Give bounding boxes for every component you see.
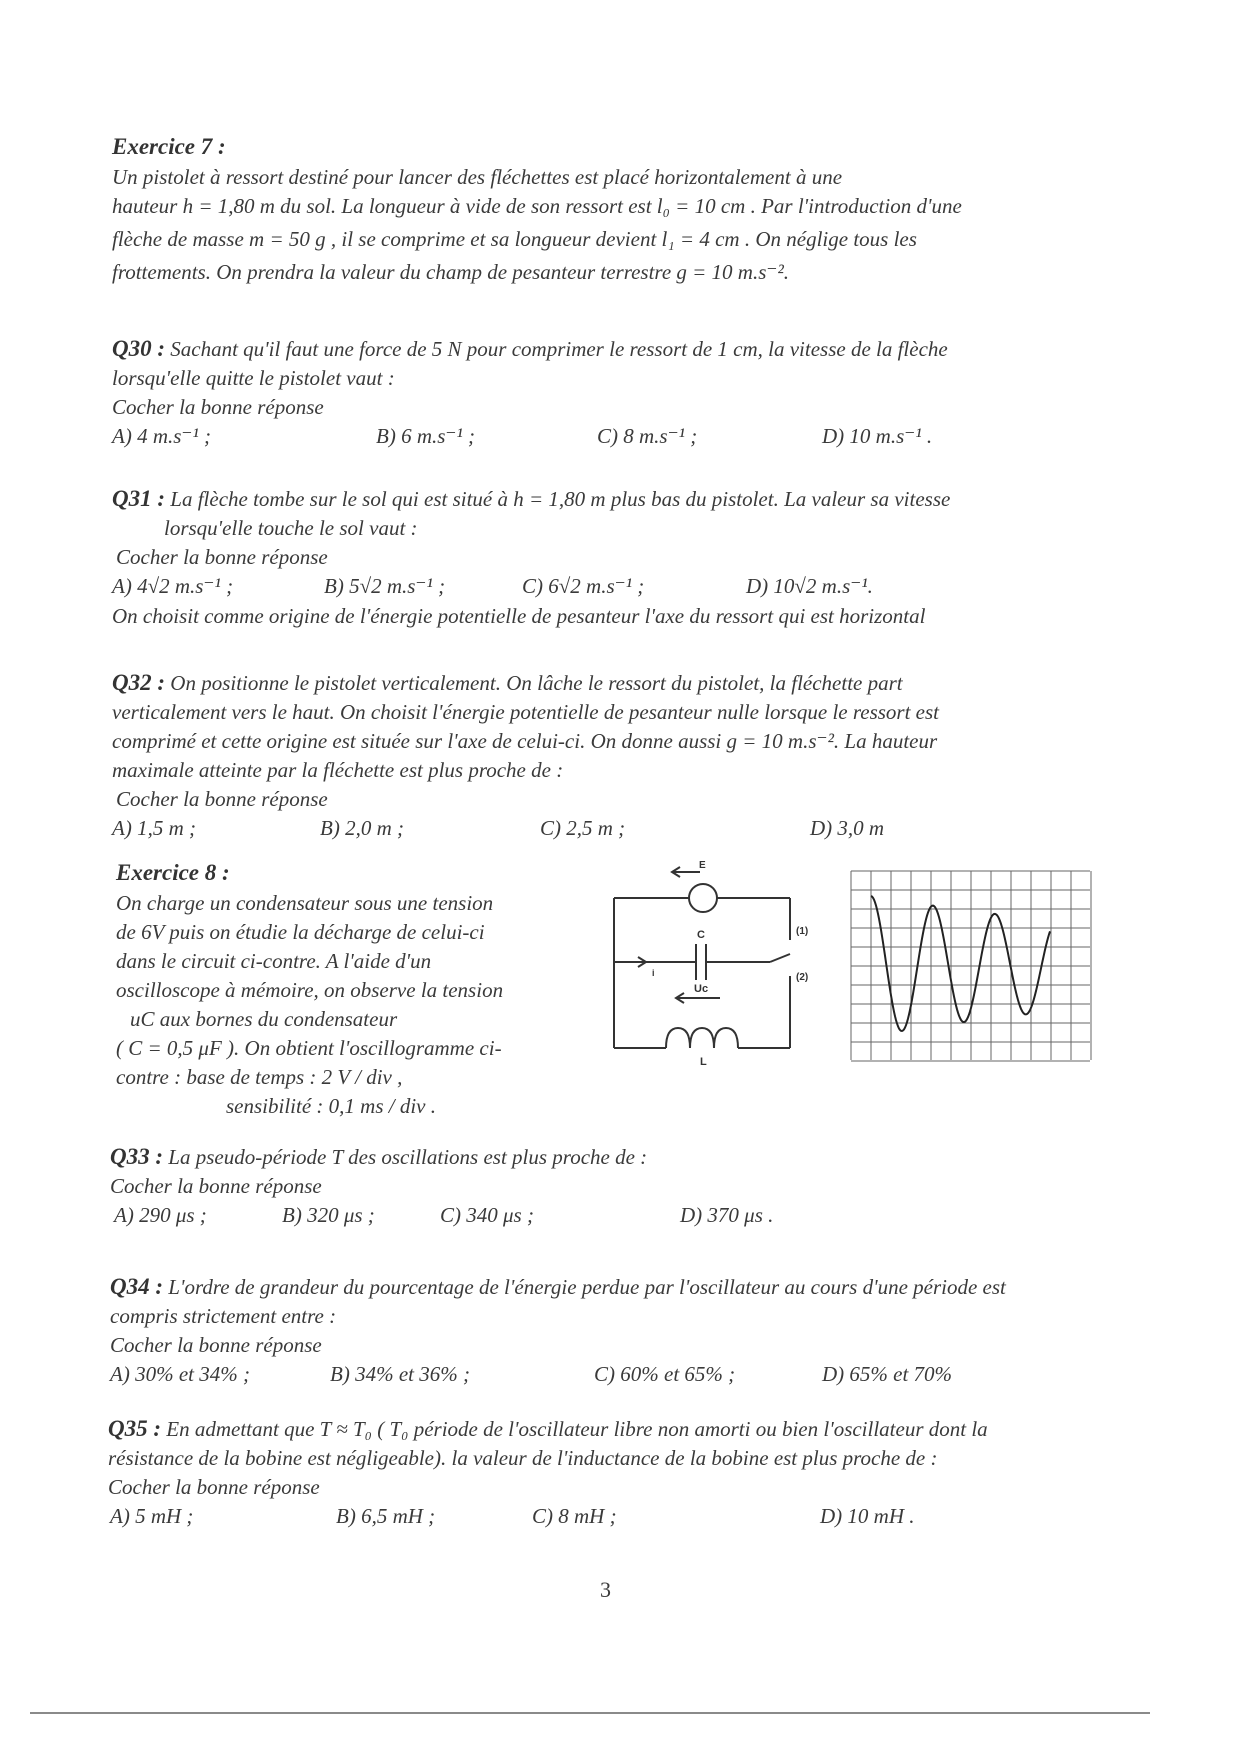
option-b[interactable]: B) 2,0 m ;: [320, 816, 404, 840]
question-35: [108, 1414, 1118, 1532]
question-label: Q31 :: [112, 486, 166, 511]
note: On choisit comme origine de l'énergie potentielle de pesanteur l'axe du ressort qui est horizontal: [112, 604, 926, 628]
exercise-8-title: Exercice 8 :: [116, 860, 230, 885]
instruction: Cocher la bonne réponse: [112, 395, 324, 419]
question-text: Sachant qu'il faut une force de 5 N pour comprimer le ressort de 1 cm, la vitesse de la flèche: [170, 337, 948, 361]
question-text: La flèche tombe sur le sol qui est situé à h = 1,80 m plus bas du pistolet. La valeur sa vitesse: [170, 487, 951, 511]
instruction: Cocher la bonne réponse: [108, 1475, 320, 1499]
circuit-diagram: [600, 858, 830, 1068]
exercise-8-line: uC aux bornes du condensateur: [130, 1007, 398, 1031]
option-d[interactable]: D) 3,0 m: [810, 816, 885, 840]
inductor-label: L: [700, 1056, 707, 1068]
option-b[interactable]: B) 6 m.s⁻¹ ;: [376, 424, 476, 448]
option-a[interactable]: A) 1,5 m ;: [112, 816, 196, 840]
option-d[interactable]: D) 370 μs .: [680, 1203, 774, 1227]
question-31: [112, 484, 1120, 631]
question-text: verticalement vers le haut. On choisit l'énergie potentielle de pesanteur nulle lorsque le ressort est: [112, 700, 939, 724]
question-text: maximale atteinte par la fléchette est plus proche de :: [112, 758, 564, 782]
exercise-8-line: ( C = 0,5 μF ). On obtient l'oscillogramme ci-: [116, 1036, 502, 1060]
question-34: [110, 1272, 1118, 1390]
option-c[interactable]: C) 8 mH ;: [532, 1504, 617, 1528]
option-d[interactable]: D) 10 mH .: [820, 1504, 915, 1528]
current-label: i: [652, 968, 655, 978]
question-33: [110, 1142, 1118, 1231]
exercise-7-line: Un pistolet à ressort destiné pour lancer des fléchettes est placé horizontalement à une: [112, 165, 843, 189]
voltage-label: Uc: [694, 983, 709, 995]
option-a[interactable]: A) 30% et 34% ;: [110, 1362, 250, 1386]
question-text: La pseudo-période T des oscillations est plus proche de :: [168, 1145, 648, 1169]
option-c[interactable]: C) 8 m.s⁻¹ ;: [597, 424, 698, 448]
answer-options: [112, 814, 1120, 844]
exercise-8-line: oscilloscope à mémoire, on observe la tension: [116, 978, 504, 1002]
question-label: Q33 :: [110, 1144, 164, 1169]
exercise-8-line: contre : base de temps : 2 V / div ,: [116, 1065, 403, 1089]
question-text: lorsqu'elle touche le sol vaut :: [164, 516, 418, 540]
question-text: L'ordre de grandeur du pourcentage de l'énergie perdue par l'oscillateur au cours d'une période est: [168, 1275, 1006, 1299]
question-text: lorsqu'elle quitte le pistolet vaut :: [112, 366, 395, 390]
exercise-7: [112, 132, 1120, 287]
position-2-label: (2): [796, 972, 809, 983]
question-label: Q32 :: [112, 670, 166, 695]
option-c[interactable]: C) 6√2 m.s⁻¹ ;: [522, 574, 645, 598]
option-c[interactable]: C) 2,5 m ;: [540, 816, 626, 840]
question-label: Q35 :: [108, 1416, 162, 1441]
exercise-8: [116, 858, 572, 1121]
page-number: 3: [600, 1577, 611, 1602]
question-32: [112, 668, 1120, 844]
option-a[interactable]: A) 290 μs ;: [114, 1203, 207, 1227]
exercise-7-title: Exercice 7 :: [112, 134, 226, 159]
exercise-8-line: sensibilité : 0,1 ms / div .: [226, 1094, 436, 1118]
option-b[interactable]: B) 6,5 mH ;: [336, 1504, 436, 1528]
option-b[interactable]: B) 5√2 m.s⁻¹ ;: [324, 574, 446, 598]
option-b[interactable]: B) 320 μs ;: [282, 1203, 375, 1227]
option-b[interactable]: B) 34% et 36% ;: [330, 1362, 470, 1386]
question-text: On positionne le pistolet verticalement. On lâche le ressort du pistolet, la fléchette part: [170, 671, 903, 695]
question-text: résistance de la bobine est négligeable). la valeur de l'inductance de la bobine est plus proche de :: [108, 1446, 938, 1470]
answer-options: [110, 1360, 1118, 1390]
question-label: Q34 :: [110, 1274, 164, 1299]
instruction: Cocher la bonne réponse: [110, 1174, 322, 1198]
question-30: [112, 334, 1120, 452]
option-c[interactable]: C) 60% et 65% ;: [594, 1362, 736, 1386]
question-text: En admettant que T ≈ T₀ ( T₀ période de l'oscillateur libre non amorti ou bien l'oscillateur dont la: [166, 1417, 988, 1441]
answer-options: [112, 572, 1120, 602]
question-text: comprimé et cette origine est située sur l'axe de celui-ci. On donne aussi g = 10 m.s⁻². La hauteur: [112, 729, 938, 753]
instruction: Cocher la bonne réponse: [116, 545, 328, 569]
option-c[interactable]: C) 340 μs ;: [440, 1203, 534, 1227]
exercise-8-line: On charge un condensateur sous une tension: [116, 891, 494, 915]
option-a[interactable]: A) 4√2 m.s⁻¹ ;: [112, 574, 234, 598]
question-label: Q30 :: [112, 336, 166, 361]
question-text: compris strictement entre :: [110, 1304, 337, 1328]
capacitor-label: C: [697, 929, 705, 941]
answer-options: [110, 1201, 1118, 1231]
instruction: Cocher la bonne réponse: [110, 1333, 322, 1357]
exercise-7-line: flèche de masse m = 50 g , il se comprime et sa longueur devient l₁ = 4 cm . On néglige tous les: [112, 227, 917, 251]
option-a[interactable]: A) 5 mH ;: [110, 1504, 194, 1528]
answer-options: [112, 422, 1120, 452]
option-d[interactable]: D) 65% et 70%: [822, 1362, 953, 1386]
scan-edge-line: [30, 1712, 1150, 1714]
instruction: Cocher la bonne réponse: [116, 787, 328, 811]
exercise-8-line: dans le circuit ci-contre. A l'aide d'un: [116, 949, 432, 973]
exercise-7-line: frottements. On prendra la valeur du champ de pesanteur terrestre g = 10 m.s⁻².: [112, 260, 790, 284]
option-d[interactable]: D) 10√2 m.s⁻¹.: [746, 574, 873, 598]
option-a[interactable]: A) 4 m.s⁻¹ ;: [112, 424, 212, 448]
option-d[interactable]: D) 10 m.s⁻¹ .: [822, 424, 933, 448]
answer-options: [108, 1502, 1118, 1532]
position-1-label: (1): [796, 926, 809, 937]
exercise-8-line: de 6V puis on étudie la décharge de celui-ci: [116, 920, 485, 944]
exercise-7-line: hauteur h = 1,80 m du sol. La longueur à vide de son ressort est l₀ = 10 cm . Par l'introduction d'une: [112, 194, 962, 218]
oscillogram-trace: [871, 896, 1050, 1031]
oscillogram: [850, 870, 1092, 1070]
generator-label: E: [699, 860, 706, 871]
